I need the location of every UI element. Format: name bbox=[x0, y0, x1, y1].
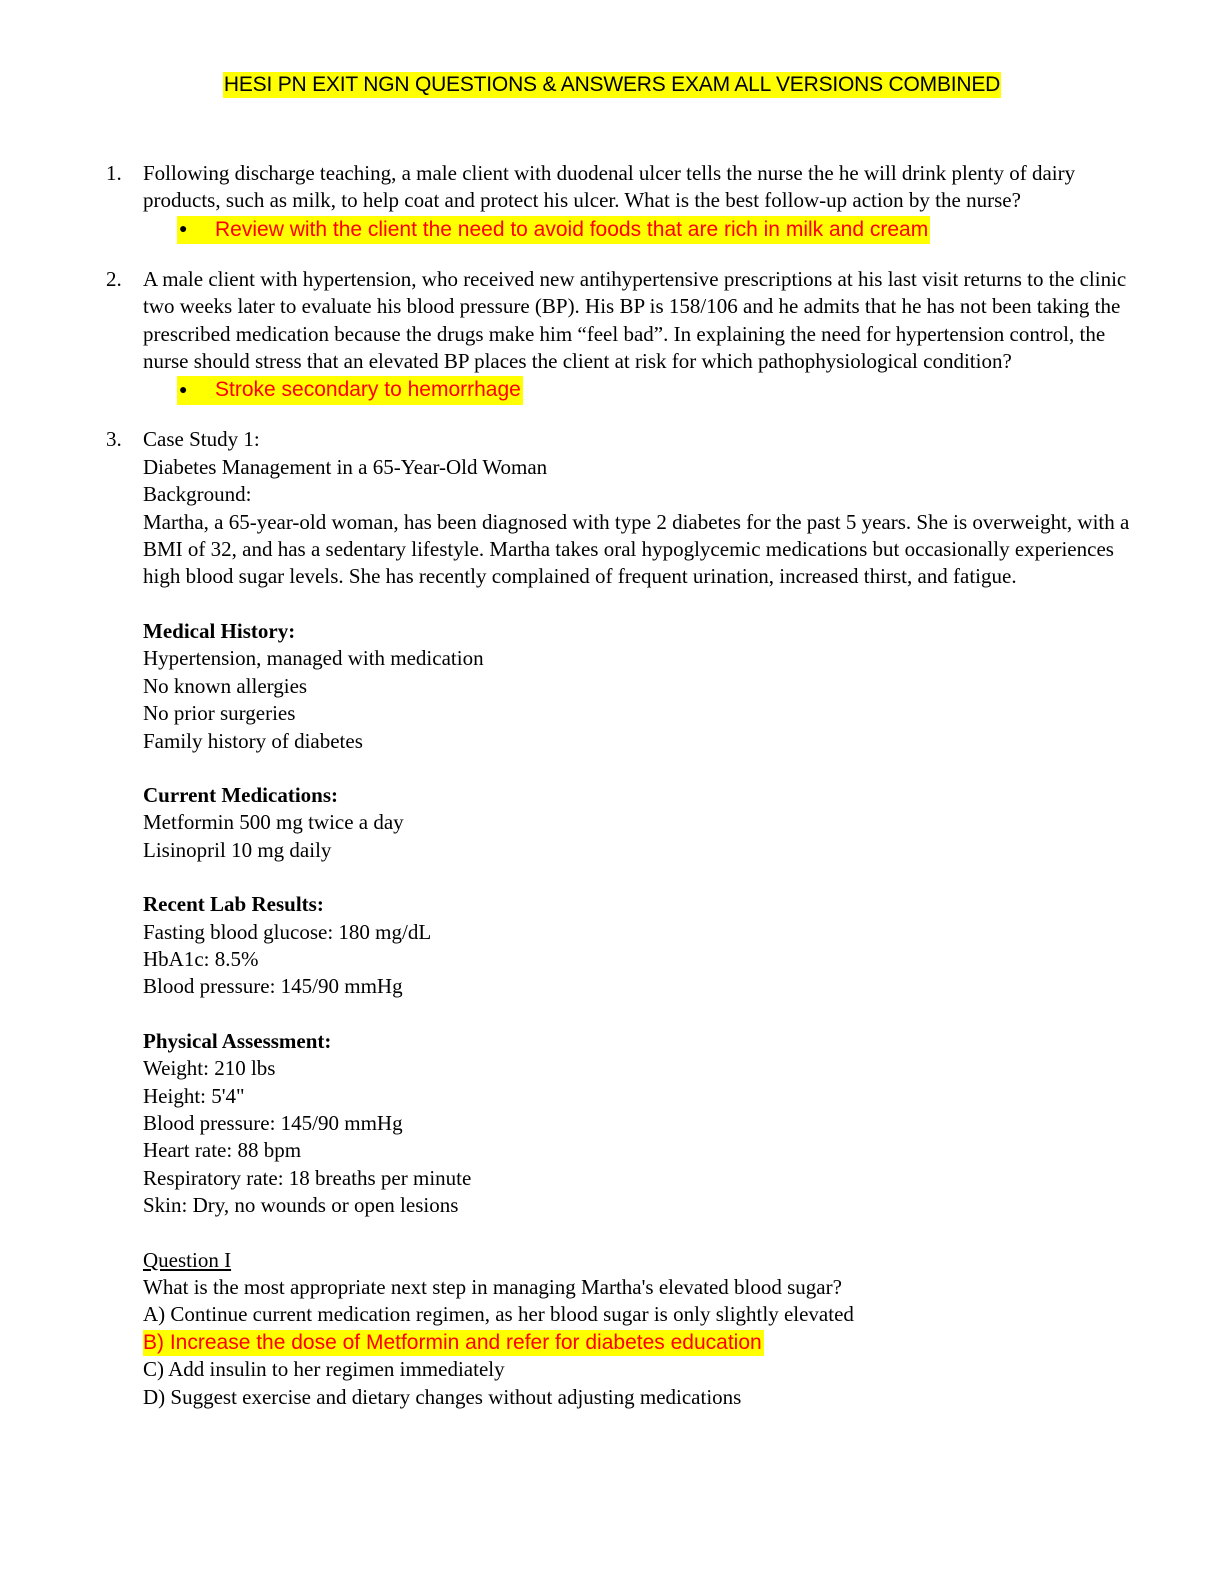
bullet-icon: ● bbox=[179, 380, 188, 397]
question-text: Following discharge teaching, a male client with duodenal ulcer tells the nurse the he will drink plenty of dairy products, such as milk, to help coat and protect his ulcer. What is the best follow-up action by the nurse? bbox=[143, 161, 1076, 213]
bullet-icon: ● bbox=[179, 220, 188, 237]
correct-answer-text: Stroke secondary to hemorrhage bbox=[215, 378, 521, 402]
medical-history-heading: Medical History: bbox=[143, 618, 296, 643]
physical-assessment-heading: Physical Assessment: bbox=[143, 1028, 332, 1053]
medication-item: Metformin 500 mg twice a day bbox=[143, 810, 404, 835]
case-study-label: Case Study 1: bbox=[143, 427, 260, 452]
case-study bbox=[106, 426, 1146, 1411]
answer-line bbox=[143, 216, 1146, 244]
question-item bbox=[106, 266, 1146, 405]
option-c: C) Add insulin to her regimen immediately bbox=[143, 1357, 505, 1382]
lab-result-item: Blood pressure: 145/90 mmHg bbox=[143, 974, 403, 999]
option-a: A) Continue current medication regimen, as her blood sugar is only slightly elevated bbox=[143, 1302, 854, 1327]
lab-result-item: Fasting blood glucose: 180 mg/dL bbox=[143, 919, 432, 944]
question-one-label: Question I bbox=[143, 1247, 232, 1272]
background-text: Martha, a 65-year-old woman, has been diagnosed with type 2 diabetes for the past 5 years. She is overweight, with a BMI of 32, and has a sedentary lifestyle. Martha takes oral hypoglycemic medications but occasionally experiences high blood sugar levels. She has recently complained of frequent urination, increased thirst, and fatigue. bbox=[143, 509, 1130, 589]
document-title: HESI PN EXIT NGN QUESTIONS & ANSWERS EXAM ALL VERSIONS COMBINED bbox=[223, 73, 1001, 96]
medical-history-item: Family history of diabetes bbox=[143, 728, 363, 753]
assessment-item: Blood pressure: 145/90 mmHg bbox=[143, 1110, 403, 1135]
question-number: 1. bbox=[106, 161, 122, 185]
assessment-item: Height: 5'4" bbox=[143, 1083, 245, 1108]
question-one-text: What is the most appropriate next step in managing Martha's elevated blood sugar? bbox=[143, 1275, 842, 1299]
question-number: 3. bbox=[106, 427, 122, 452]
medication-item: Lisinopril 10 mg daily bbox=[143, 837, 332, 862]
assessment-item: Heart rate: 88 bpm bbox=[143, 1138, 302, 1163]
current-medications-heading: Current Medications: bbox=[143, 782, 338, 807]
medical-history-item: No known allergies bbox=[143, 673, 308, 698]
correct-answer-text: Review with the client the need to avoid foods that are rich in milk and cream bbox=[215, 217, 929, 241]
assessment-item: Respiratory rate: 18 breaths per minute bbox=[143, 1165, 472, 1190]
title-block bbox=[0, 72, 1224, 97]
correct-answer bbox=[177, 376, 523, 404]
answer-line bbox=[143, 376, 1146, 404]
background-label: Background: bbox=[143, 482, 252, 507]
question-number: 2. bbox=[106, 266, 122, 291]
option-d: D) Suggest exercise and dietary changes without adjusting medications bbox=[143, 1384, 742, 1409]
case-study-body bbox=[143, 426, 1141, 1411]
lab-result-item: HbA1c: 8.5% bbox=[143, 946, 259, 971]
assessment-item: Skin: Dry, no wounds or open lesions bbox=[143, 1193, 459, 1218]
lab-results-heading: Recent Lab Results: bbox=[143, 892, 324, 917]
medical-history-item: No prior surgeries bbox=[143, 701, 296, 726]
assessment-item: Weight: 210 lbs bbox=[143, 1056, 276, 1081]
medical-history-item: Hypertension, managed with medication bbox=[143, 646, 484, 671]
question-text: A male client with hypertension, who received new antihypertensive prescriptions at his last visit returns to the clinic two weeks later to evaluate his blood pressure (BP). His BP is 158/106 and he admits that he has not been taking the prescribed medication because the drugs make him “feel bad”. In explaining the need for hypertension control, the nurse should stress that an elevated BP places the client at risk for which pathophysiological condition? bbox=[143, 266, 1127, 374]
option-b-correct: B) Increase the dose of Metformin and refer for diabetes education bbox=[143, 1330, 762, 1354]
question-item bbox=[106, 160, 1146, 244]
option-b-wrap bbox=[143, 1329, 1141, 1356]
correct-answer bbox=[177, 216, 930, 244]
case-study-title: Diabetes Management in a 65-Year-Old Woman bbox=[143, 454, 548, 479]
question-list bbox=[106, 160, 1146, 1433]
